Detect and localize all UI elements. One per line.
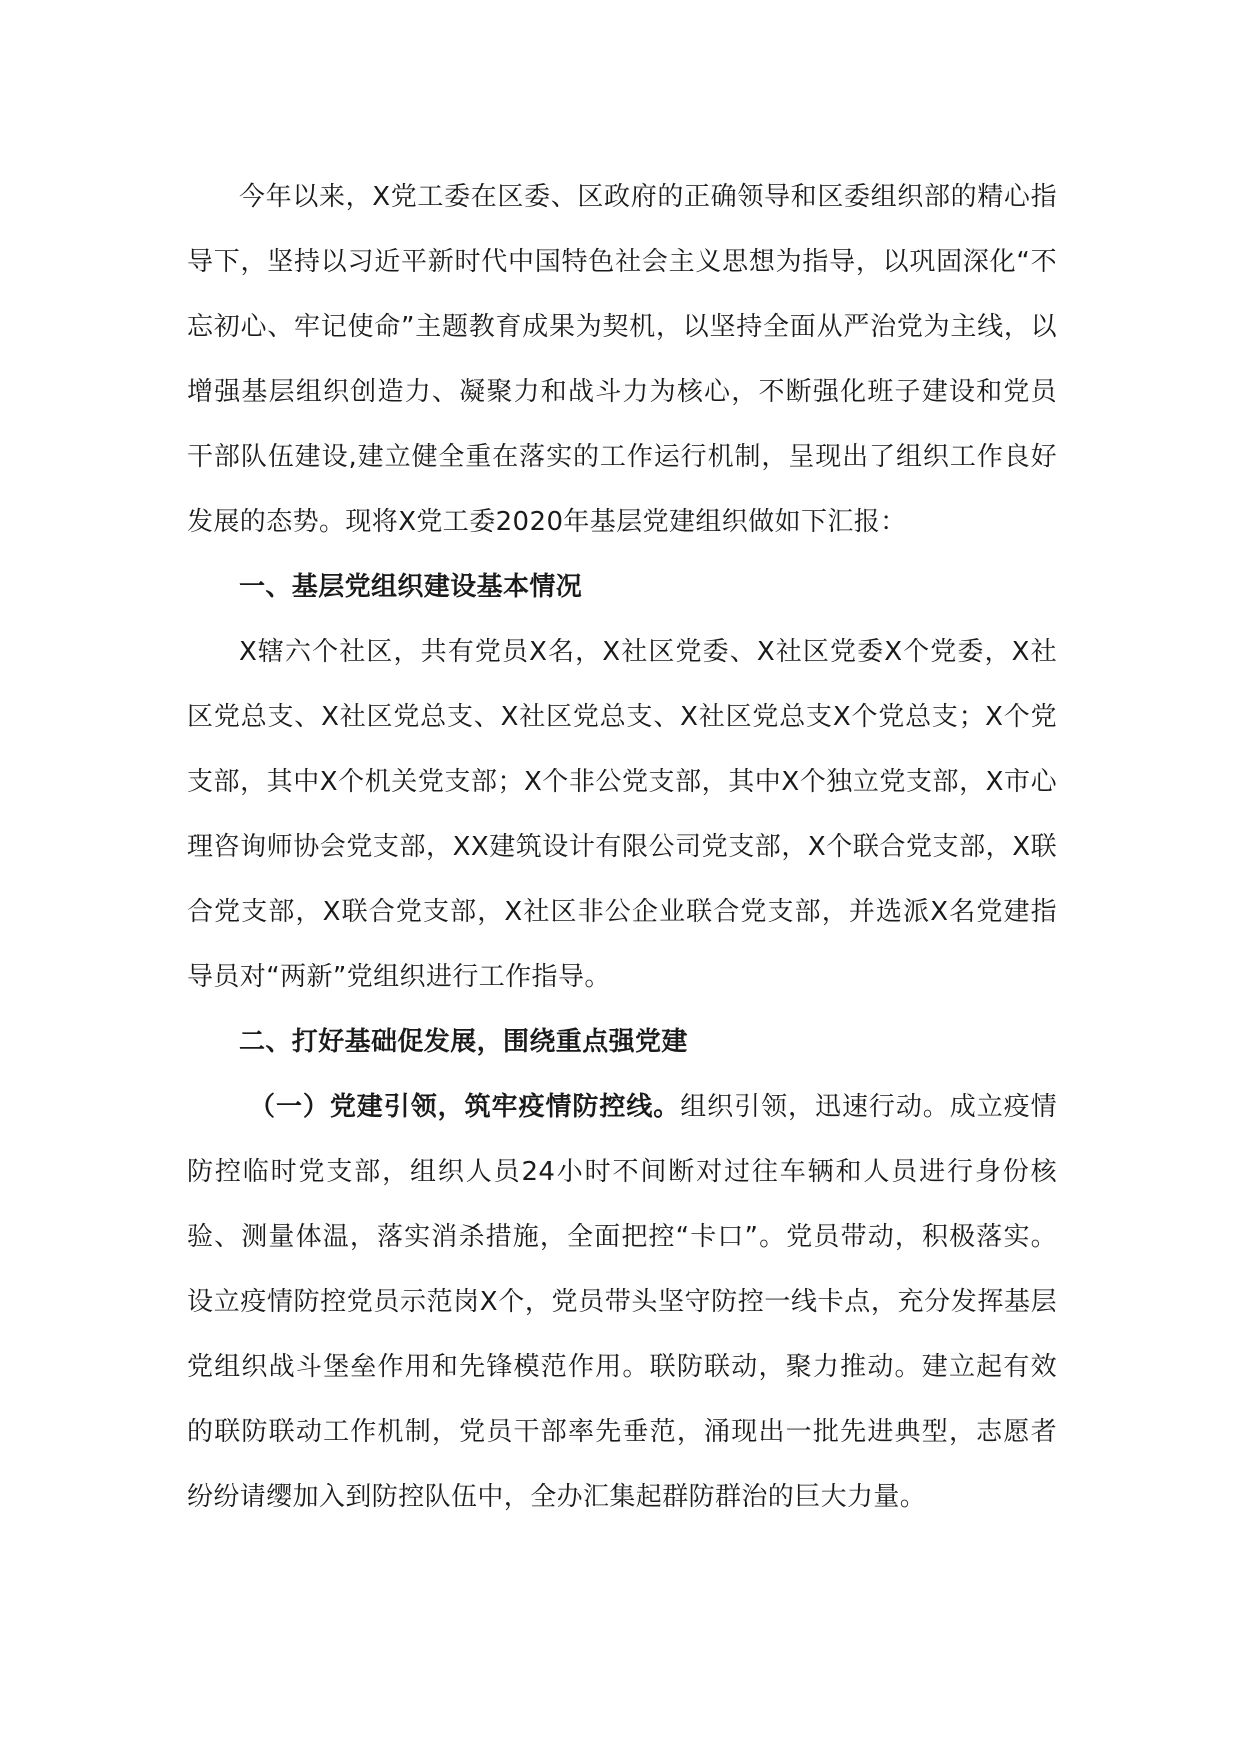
section-heading-1: 一、基层党组织建设基本情况 xyxy=(239,572,583,602)
section-1-paragraph: X辖六个社区，共有党员X名，X社区党委、X社区党委X个党委，X社区党总支、X社区党总支、X社区党总支、X社区党总支X个党总支；X个党支部，其中X个机关党支部；X个非公党支部，其中X个独立党支部，X市心理咨询师协会党支部，XX建筑设计有限公司党支部，X个联合党支部，X联合党支部，X联合党支部，X社区非公企业联合党支部，并选派X名党建指导员对“两新”党组织进行工作指导。 xyxy=(187,637,1057,992)
section-heading-2: 二、打好基础促发展，围绕重点强党建 xyxy=(239,1027,688,1057)
section-2-paragraph xyxy=(187,1075,1057,1530)
intro-paragraph: 今年以来，X党工委在区委、区政府的正确领导和区委组织部的精心指导下，坚持以习近平新时代中国特色社会主义思想为指导，以巩固深化“不忘初心、牢记使命”主题教育成果为契机，以坚持全面从严治党为主线，以增强基层组织创造力、凝聚力和战斗力为核心，不断强化班子建设和党员干部队伍建设,建立健全重在落实的工作运行机制，呈现出了组织工作良好发展的态势。现将X党工委2020年基层党建组织做如下汇报： xyxy=(187,182,1057,537)
document-page xyxy=(187,165,1057,1530)
subsection-1-text: 组织引领，迅速行动。成立疫情防控临时党支部，组织人员24小时不间断对过往车辆和人员进行身份核验、测量体温，落实消杀措施，全面把控“卡口”。党员带动，积极落实。设立疫情防控党员示范岗X个，党员带头坚守防控一线卡点，充分发挥基层党组织战斗堡垒作用和先锋模范作用。联防联动，聚力推动。建立起有效的联防联动工作机制，党员干部率先垂范，涌现出一批先进典型，志愿者纷纷请缨加入到防控队伍中，全办汇集起群防群治的巨大力量。 xyxy=(187,1092,1058,1512)
subsection-heading-1: （一）党建引领，筑牢疫情防控线。 xyxy=(249,1092,681,1122)
